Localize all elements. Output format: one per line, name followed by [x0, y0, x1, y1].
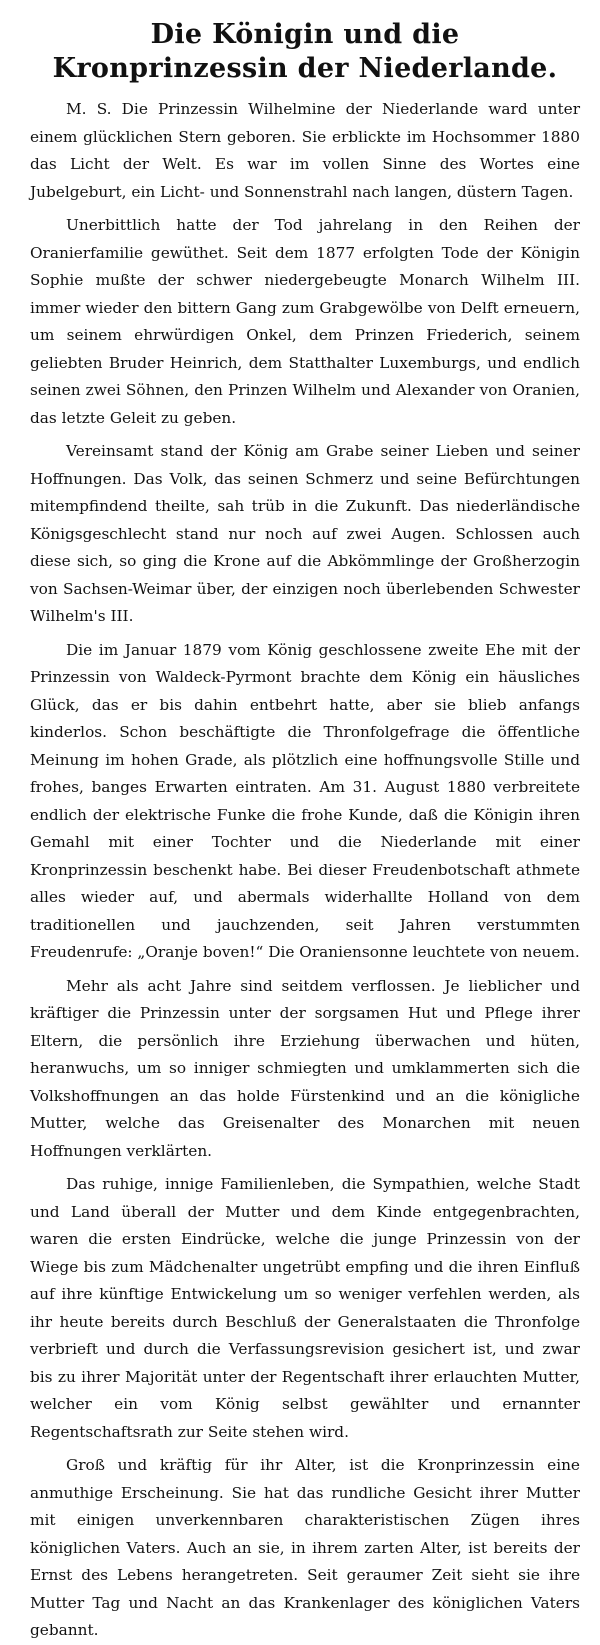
article-paragraph-2: Unerbittlich hatte der Tod jahrelang in den Reihen der Oranierfamilie gewüthet. Seit dem 1877 erfolgten Tode der Königin Sophie mußte der schwer niedergebeugte Monarch Wilhelm III. immer wieder den bittern Gang zum Grabgewölbe von Delft erneuern, um seinem ehrwürdigen Onkel, dem Prinzen Friederich, seinem geliebten Bruder Heinrich, dem Statthalter Luxemburgs, und endlich seinen zwei Söhnen, den Prinzen Wilhelm und Alexander von Oranien, das letzte Geleit zu geben.: [30, 216, 580, 427]
article-paragraph-4: Die im Januar 1879 vom König geschlossene zweite Ehe mit der Prinzessin von Waldeck-Pyrmont brachte dem König ein häusliches Glück, das er bis dahin entbehrt hatte, aber sie blieb anfangs kinderlos. Schon beschäftigte die Thronfolgefrage die öffentliche Meinung im hohen Grade, als plötzlich eine hoffnungsvolle Stille und frohes, banges Erwarten eintraten. Am 31. August 1880 verbreitete endlich der elektrische Funke die frohe Kunde, daß die Königin ihren Gemahl mit einer Tochter und die Niederlande mit einer Kronprinzessin beschenkt habe. Bei dieser Freudenbotschaft athmete alles wieder auf, und abermals widerhallte Holland von dem traditionellen und jauchzenden, seit Jahren verstummten Freudenrufe: „Oranje boven!“ Die Oraniensonne leuchtete von neuem.: [30, 640, 580, 961]
article-paragraph-3: Vereinsamt stand der König am Grabe seiner Lieben und seiner Hoffnungen. Das Volk, das seinen Schmerz und seine Befürchtungen mitempfindend theilte, sah trüb in die Zukunft. Das niederländische Königsgeschlecht stand nur noch auf zwei Augen. Schlossen auch diese sich, so ging die Krone auf die Abkömmlinge der Großherzogin von Sachsen-Weimar über, der einzigen noch überlebenden Schwester Wilhelm's III.: [30, 442, 580, 625]
article-paragraph-1-text: Die Prinzessin Wilhelmine der Niederlande ward unter einem glücklichen Stern geboren. Sie erblickte im Hochsommer 1880 das Licht der Welt. Es war im vollen Sinne des Wortes eine Jubelgeburt, ein Licht- und Sonnenstrahl nach langen, düstern Tagen.: [30, 100, 581, 201]
article-paragraph-5: Mehr als acht Jahre sind seitdem verflossen. Je lieblicher und kräftiger die Prinzessin unter der sorgsamen Hut und Pflege ihrer Eltern, die persönlich ihre Erziehung überwachen und hüten, heranwuchs, um so inniger schmiegten und umklammerten sich die Volkshoffnungen an das holde Fürstenkind und an die königliche Mutter, welche das Greisenalter des Monarchen mit neuen Hoffnungen verklärten.: [30, 976, 580, 1160]
article-paragraph-7: Groß und kräftig für ihr Alter, ist die Kronprinzessin eine anmuthige Erscheinung. Sie hat das rundliche Gesicht ihrer Mutter mit einigen unverkennbaren charakteristischen Zügen ihres königlichen Vaters. Auch an sie, in ihrem zarten Alter, ist bereits der Ernst des Lebens herangetreten. Seit geraumer Zeit sieht sie ihre Mutter Tag und Nacht an das Krankenlager des königlichen Vaters gebannt.: [30, 1456, 580, 1639]
article-title: Die Königin und die Kronprinzessin der Niederlande.: [52, 19, 558, 84]
article-paragraph-6: Das ruhige, innige Familienleben, die Sympathien, welche Stadt und Land überall der Mutter und dem Kinde entgegenbrachten, waren die ersten Eindrücke, welche die junge Prinzessin von der Wiege bis zum Mädchenalter ungetrübt empfing und die ihren Einfluß auf ihre künftige Entwickelung um so weniger verfehlen werden, als ihr heute bereits durch Beschluß der Generalstaaten die Thronfolge verbrieft und durch die Verfassungsrevision gesichert ist, und zwar bis zu ihrer Majorität unter der Regentschaft ihrer erlauchten Mutter, welcher ein vom König selbst gewählter und ernannter Regentschaftsrath zur Seite stehen wird.: [30, 1175, 580, 1441]
article-paragraph-1: [30, 96, 580, 206]
author-signature: M. S.: [66, 100, 112, 118]
